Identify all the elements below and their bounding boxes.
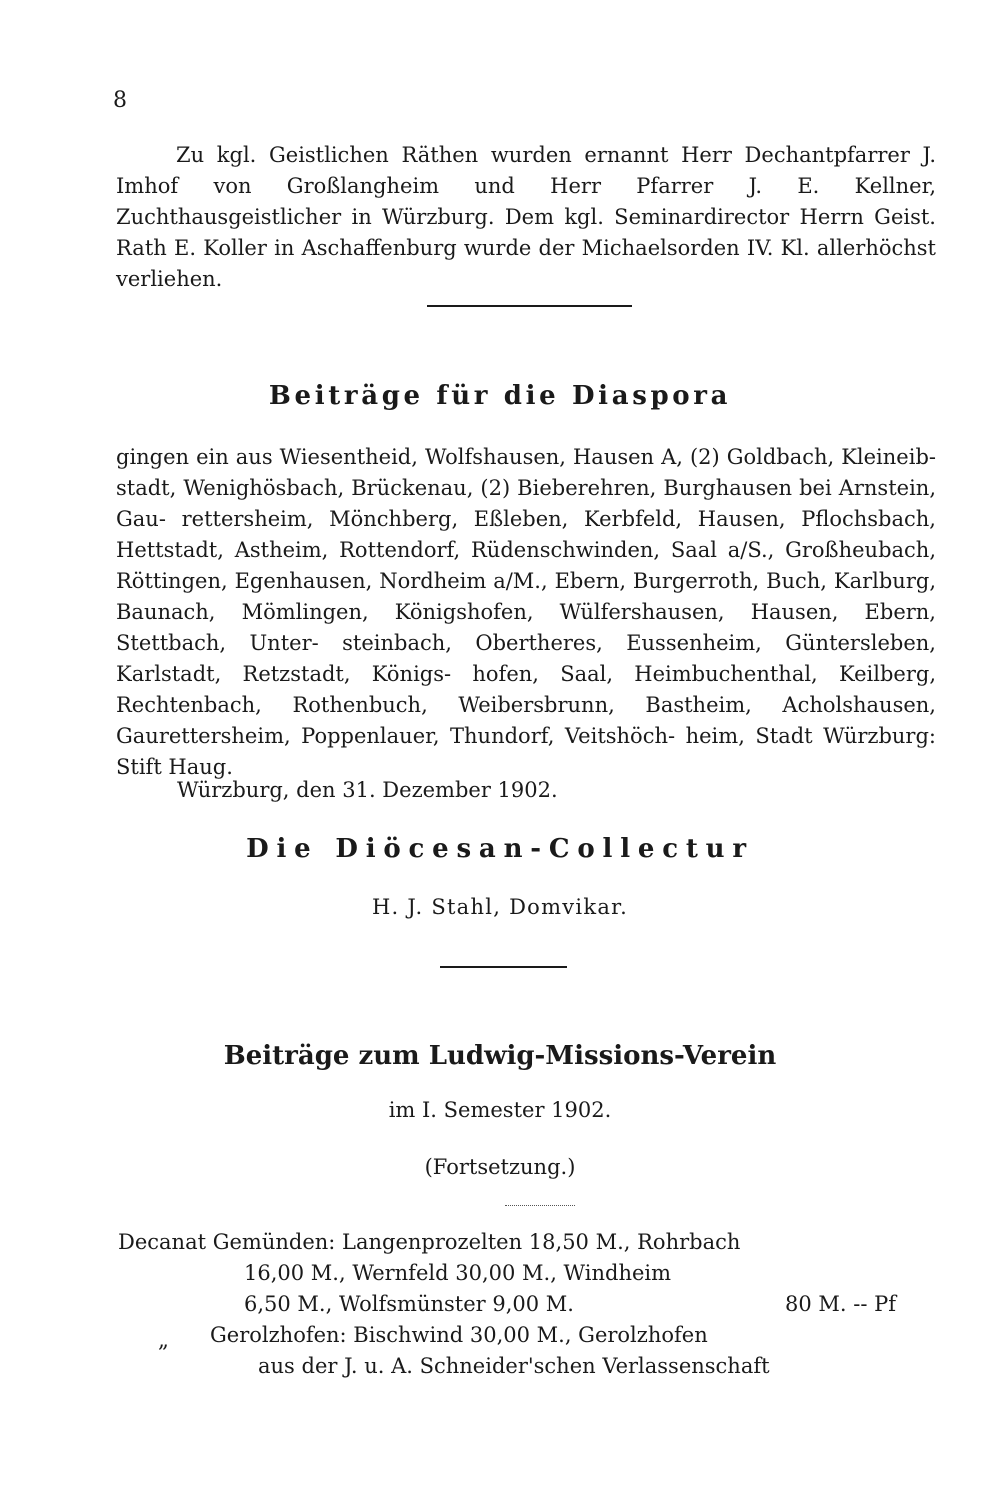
date-line: Würzburg, den 31. Dezember 1902.: [177, 778, 558, 802]
ludwig-heading: Beiträge zum Ludwig-Missions-Verein: [223, 1041, 777, 1071]
decanat-line: aus der J. u. A. Schneider'schen Verlassenschaft: [258, 1354, 770, 1378]
diaspora-line: rettersheim, Mönchberg, Eßleben, Kerbfeld, Hausen, Pflochsbach, Hettstadt,: [116, 507, 936, 562]
collectur-heading: Die Diöcesan-Collectur: [246, 834, 754, 864]
section-divider: [427, 305, 632, 307]
signatory: H. J. Stahl, Domvikar.: [371, 895, 629, 919]
diaspora-line: gingen ein aus Wiesentheid, Wolfshausen, Hausen A, (2) Goldbach, Kleineib-: [116, 445, 936, 469]
diaspora-line: Bastheim, Acholshausen, Gaurettersheim, Poppenlauer, Thundorf, Veitshöch-: [116, 693, 936, 748]
dotted-separator: [505, 1205, 575, 1206]
decanat-line: Decanat Gemünden: Langenprozelten 18,50 M., Rohrbach: [118, 1230, 741, 1254]
page-number: 8: [113, 88, 127, 113]
intro-line: Zu kgl. Geistlichen Räthen wurden ernannt Herr Dechantpfarrer J. Imhof: [116, 143, 936, 198]
intro-line: von Großlangheim und Herr Pfarrer J. E. Kellner, Zuchthausgeistlicher: [116, 174, 936, 229]
intro-paragraph: [116, 140, 936, 295]
diaspora-line: Mömlingen, Königshofen, Wülfershausen, Hausen, Ebern, Stettbach, Unter-: [116, 600, 936, 655]
diaspora-line: Egenhausen, Nordheim a/M., Ebern, Burgerroth, Buch, Karlburg, Baunach,: [116, 569, 936, 624]
diaspora-line: Astheim, Rottendorf, Rüdenschwinden, Saal a/S., Großheubach, Röttingen,: [116, 538, 936, 593]
diaspora-line: heim, Stadt Würzburg: Stift Haug.: [116, 724, 936, 779]
continued-note: (Fortsetzung.): [424, 1155, 576, 1179]
ludwig-subtitle: im I. Semester 1902.: [388, 1098, 612, 1122]
diaspora-line: steinbach, Obertheres, Eussenheim, Güntersleben, Karlstadt, Retzstadt, Königs-: [116, 631, 936, 686]
diaspora-heading: Beiträge für die Diaspora: [268, 381, 732, 411]
intro-line: in Würzburg. Dem kgl. Seminardirector Herrn Geist. Rath E. Koller in: [116, 205, 936, 260]
diaspora-line: stadt, Wenighösbach, Brückenau, (2) Bieberehren, Burghausen bei Arnstein, Gau-: [116, 476, 936, 531]
diaspora-list: [116, 442, 936, 783]
decanat-line: Gerolzhofen: Bischwind 30,00 M., Gerolzhofen: [210, 1323, 708, 1347]
ditto-mark: „: [158, 1328, 169, 1352]
decanat-line: 16,00 M., Wernfeld 30,00 M., Windheim: [244, 1261, 672, 1285]
decanat-line: 6,50 M., Wolfsmünster 9,00 M.: [244, 1292, 574, 1316]
decanat-total: 80 M. -- Pf: [785, 1292, 897, 1316]
intro-line: Aschaffenburg wurde der Michaelsorden IV. Kl. allerhöchst verliehen.: [116, 236, 936, 291]
section-divider: [440, 966, 567, 968]
diaspora-line: hofen, Saal, Heimbuchenthal, Keilberg, Rechtenbach, Rothenbuch, Weibersbrunn,: [116, 662, 936, 717]
